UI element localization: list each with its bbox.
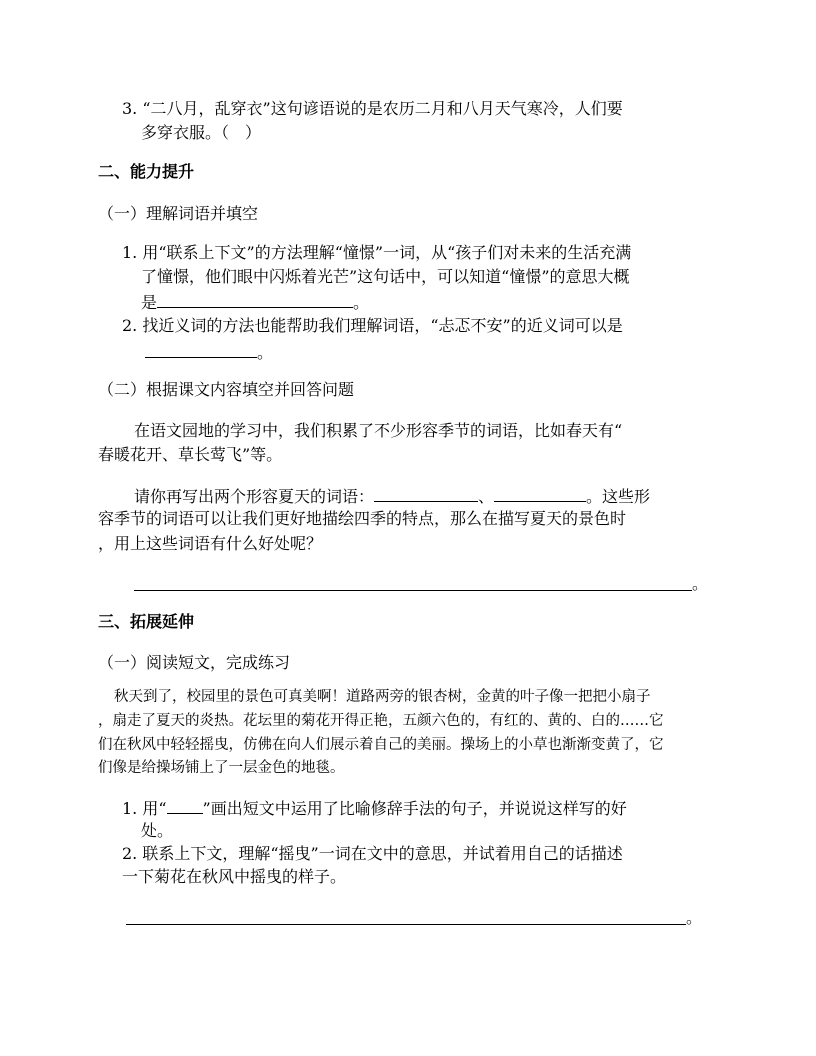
s2p2-line1: [134, 487, 650, 505]
section3-sub1-title: （一）阅读短文，完成练习: [98, 653, 291, 672]
passage-line-1: 秋天到了，校园里的景色可真美啊！道路两旁的银杏树，金黄的叶子像一把把小扇子: [114, 689, 651, 705]
s3-answer-end: 。: [686, 908, 703, 927]
section2-title: 二、能力提升: [98, 162, 195, 181]
s2p1-line2: 春暖花开、草长莺飞”等。: [98, 445, 283, 464]
s2p1-line1: 在语文园地的学习中，我们积累了不少形容季节的词语，比如春天有“: [134, 421, 623, 440]
s2p2-suffix: 。这些形: [586, 487, 651, 506]
s3-answer-line[interactable]: [126, 924, 686, 925]
s3q1-line1: [122, 799, 627, 817]
s2p2-sep: 、: [478, 487, 495, 506]
item3-line1: 3. “二八月，乱穿衣”这句谚语说的是农历二月和八月天气寒冷，人们要: [122, 99, 623, 118]
s2q2-line2: [145, 343, 273, 361]
summer-word-blank-2[interactable]: [494, 487, 586, 502]
s2q1-line2: 了憧憬，他们眼中闪烁着光芒”这句话中，可以知道“憧憬”的意思大概: [141, 267, 630, 286]
passage-line-3: 们在秋风中轻轻摇曳，仿佛在向人们展示着自己的美丽。操场上的小草也渐渐变黄了，它: [98, 737, 664, 753]
s2q1-line3: [141, 293, 369, 311]
s3q2-line2: 一下菊花在秋风中摇曳的样子。: [122, 867, 347, 886]
s3q2-line1: 2. 联系上下文，理解“摇曳”一词在文中的意思，并试着用自己的话描述: [122, 844, 623, 863]
passage-line-2: ，扇走了夏天的炎热。花坛里的菊花开得正艳，五颜六色的，有红的、黄的、白的……它: [98, 713, 664, 729]
s2p2-prefix: 请你再写出两个形容夏天的词语：: [134, 487, 375, 506]
s3q1-suffix: ”画出短文中运用了比喻修辞手法的句子，并说说这样写的好: [202, 799, 627, 818]
s3q1-line2: 处。: [141, 821, 174, 840]
s2q1-prefix: 是: [141, 293, 158, 312]
underline-sample: [167, 799, 203, 814]
s2q1-answer-blank[interactable]: [157, 293, 353, 308]
s2q2-line1: 2. 找近义词的方法也能帮助我们理解词语，“忐忑不安”的近义词可以是: [122, 316, 623, 335]
s2q2-answer-blank[interactable]: [145, 343, 257, 358]
section2-sub1-title: （一）理解词语并填空: [98, 204, 259, 223]
s2p2-line3: ，用上这些词语有什么好处呢？: [98, 534, 323, 553]
item3-line2: 多穿衣服。（ ）: [141, 123, 262, 142]
s2-answer-end: 。: [692, 574, 709, 593]
s2q1-suffix: 。: [353, 293, 370, 312]
section2-sub2-title: （二）根据课文内容填空并回答问题: [98, 380, 355, 399]
passage-line-4: 们像是给操场铺上了一层金色的地毯。: [98, 760, 345, 776]
s2q1-line1: 1. 用“联系上下文”的方法理解“憧憬”一词，从“孩子们对未来的生活充满: [122, 243, 632, 262]
s2-answer-line[interactable]: [134, 590, 692, 591]
section3-title: 三、拓展延伸: [98, 612, 195, 631]
s2q2-suffix: 。: [257, 343, 274, 362]
summer-word-blank-1[interactable]: [374, 487, 478, 502]
s2p2-line2: 容季节的词语可以让我们更好地描绘四季的特点，那么在描写夏天的景色时: [98, 509, 627, 528]
s3q1-prefix: 1. 用“: [122, 799, 167, 818]
